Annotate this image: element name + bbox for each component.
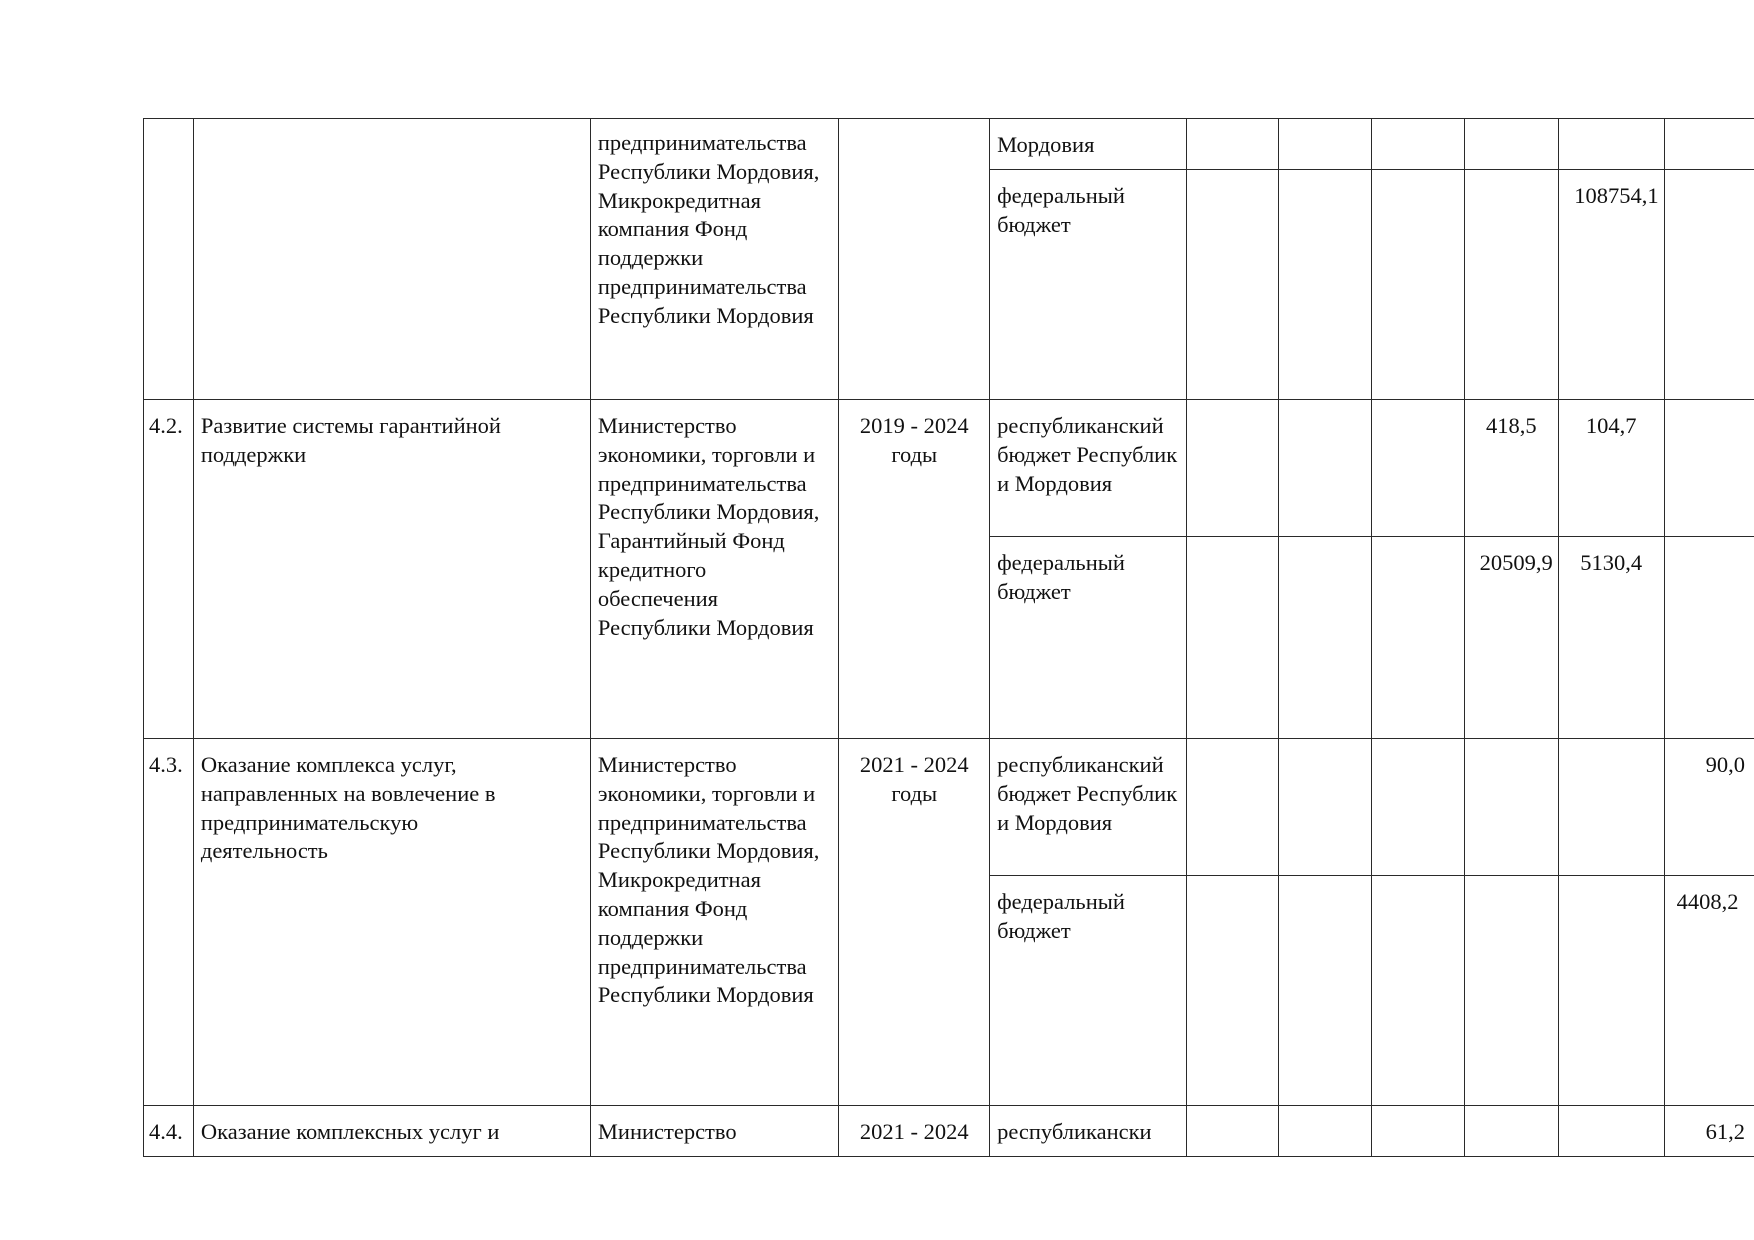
funding-source-cell: федеральный бюджет — [990, 170, 1187, 400]
value-cell — [1372, 537, 1465, 739]
value-cell — [1186, 170, 1279, 400]
funding-source-cell: федеральный бюджет — [990, 537, 1187, 739]
value-cell — [1558, 876, 1664, 1106]
value-cell: 90,0 — [1664, 739, 1754, 876]
value-cell — [1186, 739, 1279, 876]
value-cell: 104,7 — [1558, 400, 1664, 537]
activity-name-cell: Развитие системы гарантийной поддержки — [193, 400, 590, 739]
funding-source-cell: Мордовия — [990, 119, 1187, 170]
row-number-cell — [144, 119, 194, 400]
value-cell — [1186, 1106, 1279, 1157]
activity-name-cell: Оказание комплексных услуг и — [193, 1106, 590, 1157]
value-cell — [1186, 537, 1279, 739]
value-cell — [1372, 739, 1465, 876]
executor-cell: Министерство экономики, торговли и предпринимательства Республики Мордовия, Гарантийный Фонд кредитного обеспечения Республики Мордовия — [590, 400, 839, 739]
value-cell — [1186, 400, 1279, 537]
value-cell — [1558, 1106, 1664, 1157]
value-cell — [1279, 400, 1372, 537]
value-cell — [1664, 400, 1754, 537]
executor-cell: Министерство экономики, торговли и предпринимательства Республики Мордовия, Микрокредитная компания Фонд поддержки предпринимательства Республики Мордовия — [590, 739, 839, 1106]
value-cell — [1186, 119, 1279, 170]
value-cell — [1558, 739, 1664, 876]
value-cell — [1464, 1106, 1558, 1157]
value-cell: 20509,9 — [1464, 537, 1558, 739]
activity-name-cell — [193, 119, 590, 400]
value-cell — [1464, 119, 1558, 170]
table-row — [144, 739, 1754, 876]
value-cell — [1664, 119, 1754, 170]
value-cell: 108754,1 — [1558, 170, 1664, 400]
value-cell — [1464, 170, 1558, 400]
value-cell — [1279, 739, 1372, 876]
value-cell — [1279, 1106, 1372, 1157]
value-cell — [1372, 170, 1465, 400]
table-row — [144, 119, 1754, 170]
executor-cell: Министерство — [590, 1106, 839, 1157]
value-cell — [1372, 876, 1465, 1106]
value-cell — [1464, 876, 1558, 1106]
activity-name-cell: Оказание комплекса услуг, направленных на вовлечение в предпринимательскую деятельность — [193, 739, 590, 1106]
value-cell: 61,2 — [1664, 1106, 1754, 1157]
value-cell — [1372, 119, 1465, 170]
row-number-cell: 4.4. — [144, 1106, 194, 1157]
table-row — [144, 1106, 1754, 1157]
period-cell — [839, 119, 990, 400]
period-cell: 2021 - 2024 годы — [839, 739, 990, 1106]
value-cell: 418,5 — [1464, 400, 1558, 537]
executor-cell: предпринимательства Республики Мордовия, Микрокредитная компания Фонд поддержки предпринимательства Республики Мордовия — [590, 119, 839, 400]
value-cell — [1279, 537, 1372, 739]
value-cell: 5130,4 — [1558, 537, 1664, 739]
funding-source-cell: республиканский бюджет Республики Мордовия — [990, 739, 1187, 876]
row-number-cell: 4.3. — [144, 739, 194, 1106]
value-cell — [1279, 119, 1372, 170]
funding-source-cell: республиканский бюджет Республики Мордовия — [990, 400, 1187, 537]
value-cell — [1372, 400, 1465, 537]
funding-source-cell: федеральный бюджет — [990, 876, 1187, 1106]
value-cell — [1279, 876, 1372, 1106]
value-cell — [1464, 739, 1558, 876]
value-cell: 4408,2 — [1664, 876, 1754, 1106]
financing-table — [143, 118, 1754, 1157]
table-row — [144, 400, 1754, 537]
value-cell — [1279, 170, 1372, 400]
row-number-cell: 4.2. — [144, 400, 194, 739]
period-cell: 2021 - 2024 — [839, 1106, 990, 1157]
funding-source-cell: республикански — [990, 1106, 1187, 1157]
value-cell — [1664, 537, 1754, 739]
value-cell — [1186, 876, 1279, 1106]
value-cell — [1558, 119, 1664, 170]
value-cell — [1372, 1106, 1465, 1157]
value-cell — [1664, 170, 1754, 400]
period-cell: 2019 - 2024 годы — [839, 400, 990, 739]
